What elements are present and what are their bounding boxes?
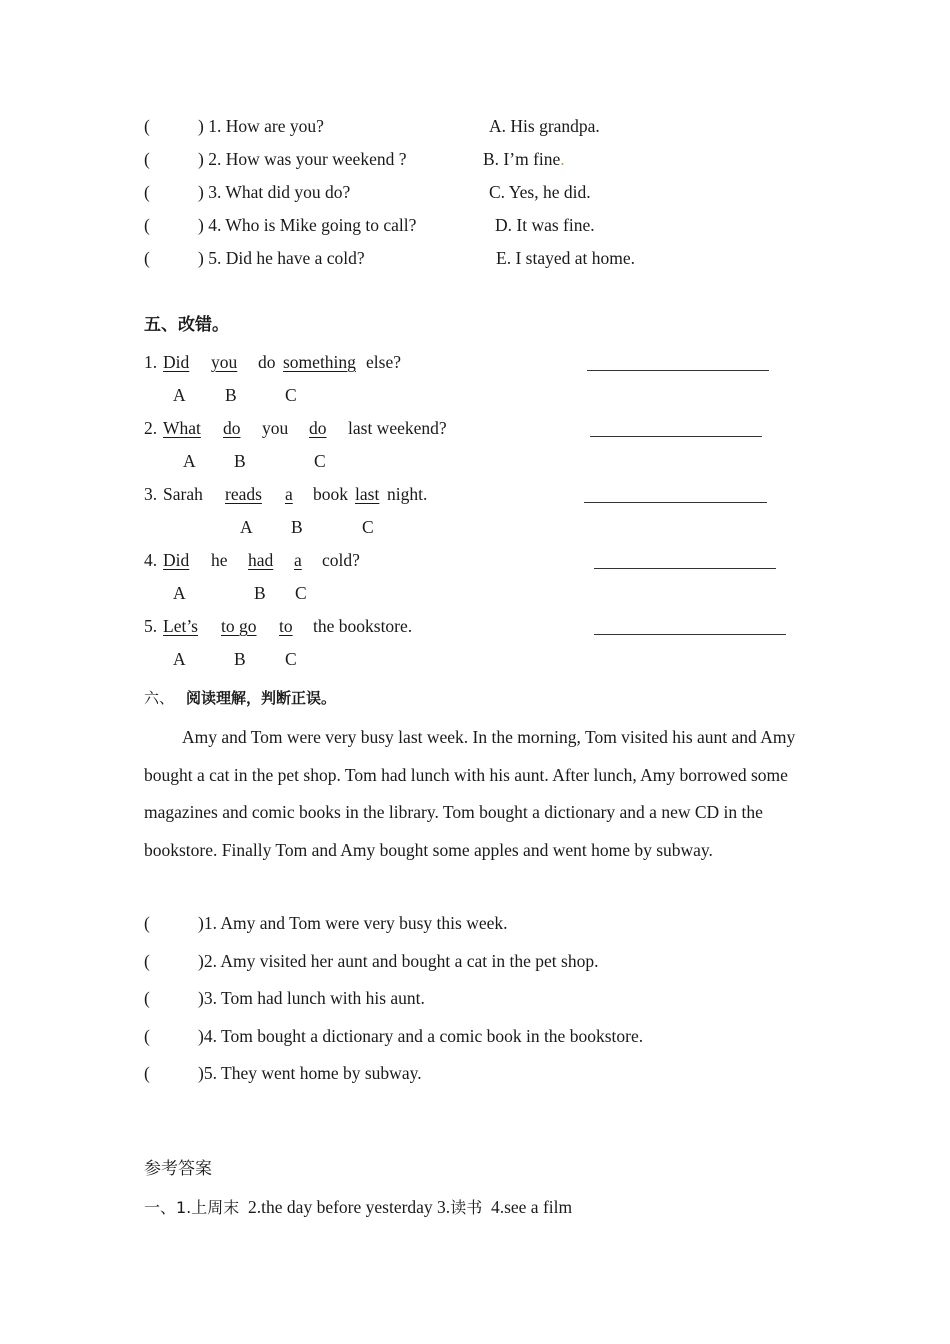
underlined-word-a: Did: [163, 550, 190, 570]
underlined-word-c: a: [294, 550, 302, 570]
option-letter: C: [285, 385, 297, 405]
true-false-statement: )4. Tom bought a dictionary and a comic book in the bookstore.: [198, 1026, 644, 1046]
answer-blank[interactable]: [594, 568, 776, 569]
answer-blank[interactable]: [587, 370, 769, 371]
underlined-word-b: a: [285, 484, 293, 504]
matching-question: ) 3. What did you do?: [198, 182, 351, 202]
underlined-word-b: to go: [221, 616, 257, 636]
underlined-word-b: had: [248, 550, 274, 570]
answer-1: 上周末: [191, 1198, 240, 1217]
answer-key-title: 参考答案: [144, 1159, 212, 1179]
true-false-statement: )1. Amy and Tom were very busy this week.: [198, 913, 508, 933]
paren: (: [144, 248, 150, 268]
item-number: 3.: [144, 484, 158, 504]
option-letter: B: [225, 385, 237, 405]
underlined-word-c: something: [283, 352, 356, 372]
word: Sarah: [163, 484, 203, 504]
matching-answer: B. I’m fine.: [483, 149, 565, 169]
paren: (: [144, 951, 150, 971]
section-six-number: 六、: [144, 689, 175, 707]
paren: (: [144, 182, 150, 202]
matching-question: ) 4. Who is Mike going to call?: [198, 215, 417, 235]
section-six-title: 阅读理解，判断正误。: [186, 689, 337, 707]
option-letter: A: [173, 385, 186, 405]
matching-answer: A. His grandpa.: [489, 116, 600, 136]
paren: (: [144, 116, 150, 136]
option-letter: B: [254, 583, 266, 603]
paren: (: [144, 215, 150, 235]
matching-question: ) 1. How are you?: [198, 116, 324, 136]
item-number: 4.: [144, 550, 158, 570]
section-five-title: 五、改错。: [144, 315, 229, 335]
paren: (: [144, 1026, 150, 1046]
option-letter: B: [291, 517, 303, 537]
word: you: [262, 418, 289, 438]
true-false-statement: )2. Amy visited her aunt and bought a cat in the pet shop.: [198, 951, 599, 971]
underlined-word-c: to: [279, 616, 293, 636]
option-letter: B: [234, 649, 246, 669]
option-letter: B: [234, 451, 246, 471]
paren: (: [144, 913, 150, 933]
reading-passage: Amy and Tom were very busy last week. In the morning, Tom visited his aunt and Amy bought a cat in the pet shop. Tom had lunch with his aunt. After lunch, Amy borrowed some magazines and comic books in the library. Tom bought a dictionary and a new CD in the bookstore. Finally Tom and Amy bought some apples and went home by subway.: [144, 727, 796, 860]
option-letter: A: [240, 517, 253, 537]
word: last weekend?: [348, 418, 447, 438]
option-letter: C: [285, 649, 297, 669]
true-false-statement: )3. Tom had lunch with his aunt.: [198, 988, 425, 1008]
underlined-word-b: you: [211, 352, 238, 372]
paren: (: [144, 1063, 150, 1083]
matching-answer: C. Yes, he did.: [489, 182, 591, 202]
item-number: 5.: [144, 616, 158, 636]
matching-question: ) 5. Did he have a cold?: [198, 248, 365, 268]
underlined-word-a: Did: [163, 352, 190, 372]
word: book: [313, 484, 348, 504]
underlined-word-c: do: [309, 418, 327, 438]
matching-question: ) 2. How was your weekend ?: [198, 149, 407, 169]
answer-prefix: 一、1.: [144, 1198, 192, 1217]
answer-3: 读书: [450, 1198, 483, 1217]
underlined-word-b: do: [223, 418, 241, 438]
underlined-word-a: What: [163, 418, 201, 438]
item-number: 1.: [144, 352, 158, 372]
word: the bookstore.: [313, 616, 413, 636]
answer-line: [144, 1199, 572, 1217]
matching-answer: D. It was fine.: [495, 215, 595, 235]
word: do: [258, 352, 276, 372]
option-letter: A: [173, 649, 186, 669]
answer-2: 2.the day before yesterday 3.: [248, 1197, 451, 1217]
word: else?: [366, 352, 401, 372]
option-letter: C: [314, 451, 326, 471]
true-false-statement: )5. They went home by subway.: [198, 1063, 422, 1083]
matching-answer: E. I stayed at home.: [496, 248, 635, 268]
option-letter: A: [173, 583, 186, 603]
underlined-word-a: Let’s: [163, 616, 198, 636]
word: night.: [387, 484, 428, 504]
answer-4: 4.see a film: [490, 1197, 573, 1217]
underlined-word-c: last: [355, 484, 380, 504]
answer-blank[interactable]: [590, 436, 762, 437]
option-letter: C: [362, 517, 374, 537]
word: he: [211, 550, 228, 570]
underlined-word-a: reads: [225, 484, 262, 504]
option-letter: A: [183, 451, 196, 471]
paren: (: [144, 149, 150, 169]
word: cold?: [322, 550, 360, 570]
answer-blank[interactable]: [584, 502, 767, 503]
option-letter: C: [295, 583, 307, 603]
answer-blank[interactable]: [594, 634, 786, 635]
paren: (: [144, 988, 150, 1008]
item-number: 2.: [144, 418, 158, 438]
